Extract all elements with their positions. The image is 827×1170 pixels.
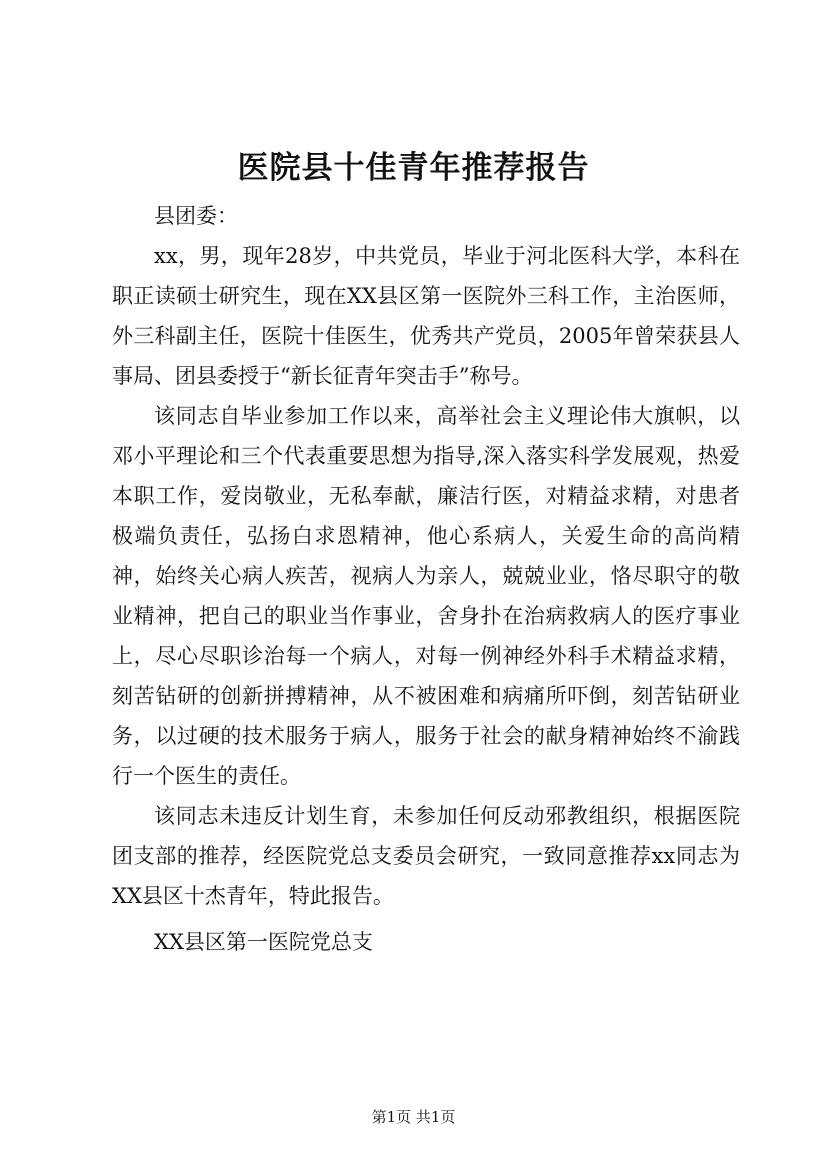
document-title: 医院县十佳青年推荐报告 [237, 150, 590, 186]
salutation: 县团委： [154, 204, 238, 228]
paragraph-profile: xx，男，现年28岁，中共党员，毕业于河北医科大学，本科在职正读硕士研究生，现在XX县区第一医院外三科工作，主治医师，外三科副主任，医院十佳医生，优秀共产党员，2005年曾荣获县人事局、团县委授于“新长征青年突击手”称号。 [112, 244, 740, 388]
page-footer: 第1页 共1页 [371, 1108, 456, 1126]
paragraph-recommendation: 该同志未违反计划生育，未参加任何反动邪教组织，根据医院团支部的推荐，经医院党总支委员会研究，一致同意推荐xx同志为XX县区十杰青年，特此报告。 [112, 804, 740, 908]
paragraph-performance: 该同志自毕业参加工作以来，高举社会主义理论伟大旗帜，以邓小平理论和三个代表重要思想为指导,深入落实科学发展观，热爱本职工作，爱岗敬业，无私奉献，廉洁行医，对精益求精，对患者极端负责任，弘扬白求恩精神，他心系病人，关爱生命的高尚精神，始终关心病人疾苦，视病人为亲人，兢兢业业，恪尽职守的敬业精神，把自己的职业当作事业，舍身扑在治病救病人的医疗事业上，尽心尽职诊治每一个病人，对每一例神经外科手术精益求精，刻苦钻研的创新拼搏精神，从不被困难和病痛所吓倒，刻苦钻研业务，以过硬的技术服务于病人，服务于社会的献身精神始终不渝践行一个医生的责任。 [112, 404, 740, 788]
document-body [112, 196, 740, 962]
signature: XX县区第一医院党总支 [154, 930, 373, 954]
